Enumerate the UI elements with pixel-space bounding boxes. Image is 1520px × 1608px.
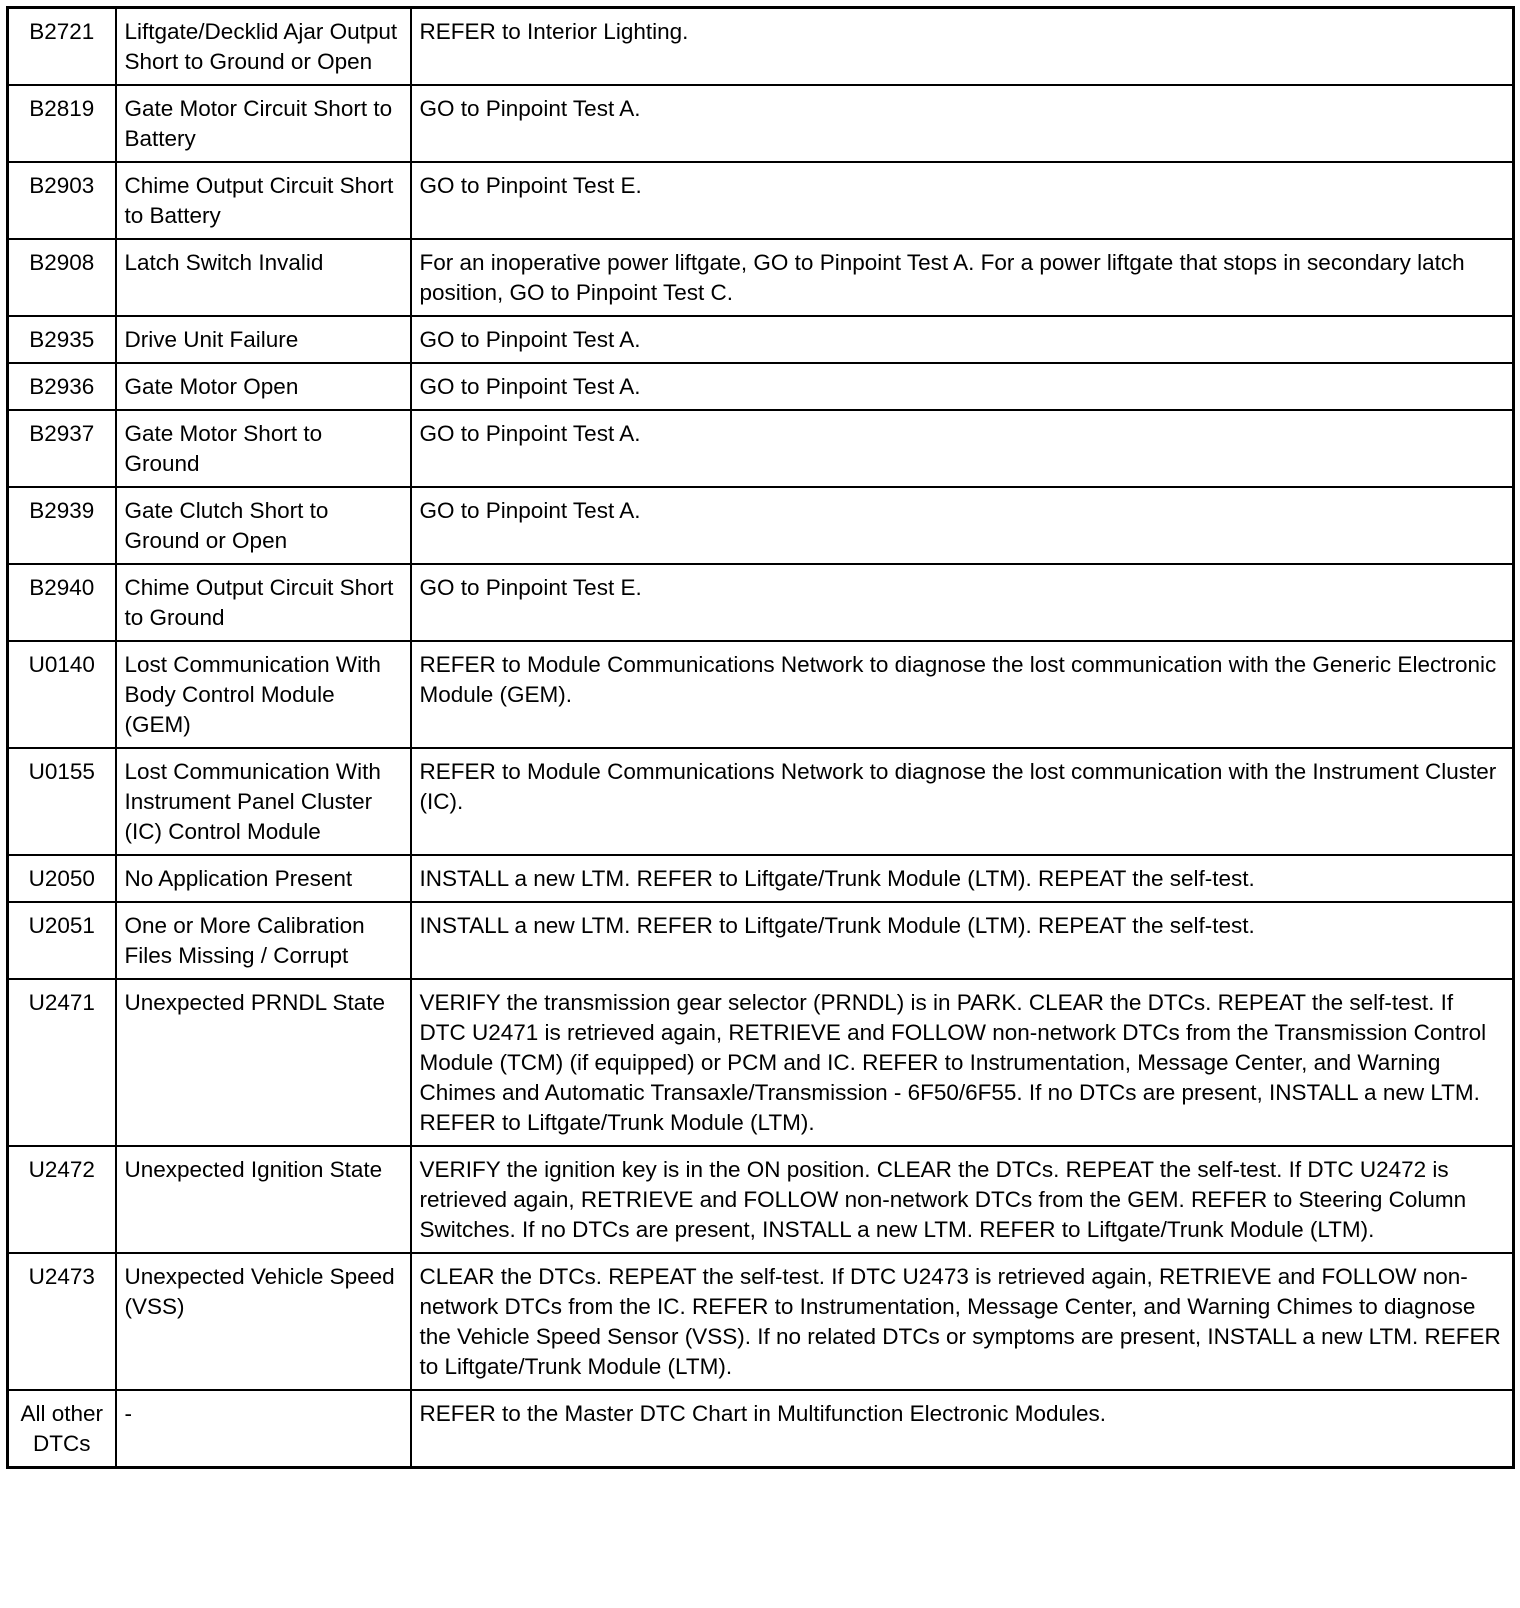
table-row [8,564,1514,641]
dtc-description: Gate Motor Short to Ground [116,410,411,487]
dtc-action: GO to Pinpoint Test E. [411,162,1514,239]
dtc-action: INSTALL a new LTM. REFER to Liftgate/Trunk Module (LTM). REPEAT the self-test. [411,855,1514,902]
dtc-description: - [116,1390,411,1468]
dtc-action: GO to Pinpoint Test E. [411,564,1514,641]
table-row [8,316,1514,363]
dtc-description: Liftgate/Decklid Ajar Output Short to Ground or Open [116,8,411,86]
dtc-action: GO to Pinpoint Test A. [411,487,1514,564]
dtc-code: U2472 [8,1146,116,1253]
dtc-description: Lost Communication With Body Control Module (GEM) [116,641,411,748]
table-row [8,1146,1514,1253]
dtc-description: One or More Calibration Files Missing / Corrupt [116,902,411,979]
table-row [8,641,1514,748]
table-row [8,85,1514,162]
table-row [8,902,1514,979]
dtc-code: B2903 [8,162,116,239]
dtc-code: B2819 [8,85,116,162]
dtc-description: Gate Clutch Short to Ground or Open [116,487,411,564]
dtc-code: B2908 [8,239,116,316]
dtc-action: VERIFY the ignition key is in the ON position. CLEAR the DTCs. REPEAT the self-test. If DTC U2472 is retrieved again, RETRIEVE and FOLLOW non-network DTCs from the GEM. REFER to Steering Column Switches. If no DTCs are present, INSTALL a new LTM. REFER to Liftgate/Trunk Module (LTM). [411,1146,1514,1253]
dtc-code: B2939 [8,487,116,564]
dtc-description: No Application Present [116,855,411,902]
dtc-code: B2935 [8,316,116,363]
table-row [8,162,1514,239]
dtc-description: Lost Communication With Instrument Panel Cluster (IC) Control Module [116,748,411,855]
dtc-code: U2050 [8,855,116,902]
dtc-code: B2721 [8,8,116,86]
dtc-action: CLEAR the DTCs. REPEAT the self-test. If DTC U2473 is retrieved again, RETRIEVE and FOLLOW non-network DTCs from the IC. REFER to Instrumentation, Message Center, and Warning Chimes to diagnose the Vehicle Speed Sensor (VSS). If no related DTCs or symptoms are present, INSTALL a new LTM. REFER to Liftgate/Trunk Module (LTM). [411,1253,1514,1390]
dtc-code: U2471 [8,979,116,1146]
dtc-action: GO to Pinpoint Test A. [411,363,1514,410]
dtc-action: REFER to Module Communications Network to diagnose the lost communication with the Generic Electronic Module (GEM). [411,641,1514,748]
dtc-action: REFER to the Master DTC Chart in Multifunction Electronic Modules. [411,1390,1514,1468]
dtc-code: U0140 [8,641,116,748]
dtc-code: U0155 [8,748,116,855]
dtc-action: REFER to Module Communications Network to diagnose the lost communication with the Instrument Cluster (IC). [411,748,1514,855]
table-row [8,748,1514,855]
dtc-description: Gate Motor Circuit Short to Battery [116,85,411,162]
dtc-code: B2937 [8,410,116,487]
table-row [8,855,1514,902]
dtc-action: For an inoperative power liftgate, GO to Pinpoint Test A. For a power liftgate that stops in secondary latch position, GO to Pinpoint Test C. [411,239,1514,316]
dtc-code: U2473 [8,1253,116,1390]
dtc-description: Unexpected Vehicle Speed (VSS) [116,1253,411,1390]
dtc-code: B2936 [8,363,116,410]
table-row [8,979,1514,1146]
dtc-action: VERIFY the transmission gear selector (PRNDL) is in PARK. CLEAR the DTCs. REPEAT the self-test. If DTC U2471 is retrieved again, RETRIEVE and FOLLOW non-network DTCs from the Transmission Control Module (TCM) (if equipped) or PCM and IC. REFER to Instrumentation, Message Center, and Warning Chimes and Automatic Transaxle/Transmission - 6F50/6F55. If no DTCs are present, INSTALL a new LTM. REFER to Liftgate/Trunk Module (LTM). [411,979,1514,1146]
dtc-description: Gate Motor Open [116,363,411,410]
table-row [8,1390,1514,1468]
document-page [6,6,1512,1469]
dtc-description: Latch Switch Invalid [116,239,411,316]
table-row [8,363,1514,410]
dtc-action: REFER to Interior Lighting. [411,8,1514,86]
dtc-description: Chime Output Circuit Short to Ground [116,564,411,641]
dtc-description: Drive Unit Failure [116,316,411,363]
dtc-code: All other DTCs [8,1390,116,1468]
dtc-description: Unexpected PRNDL State [116,979,411,1146]
dtc-code: B2940 [8,564,116,641]
dtc-code: U2051 [8,902,116,979]
table-row [8,1253,1514,1390]
table-row [8,239,1514,316]
dtc-action: INSTALL a new LTM. REFER to Liftgate/Trunk Module (LTM). REPEAT the self-test. [411,902,1514,979]
dtc-action: GO to Pinpoint Test A. [411,410,1514,487]
table-row [8,410,1514,487]
dtc-description: Unexpected Ignition State [116,1146,411,1253]
dtc-table [6,6,1515,1469]
dtc-description: Chime Output Circuit Short to Battery [116,162,411,239]
table-row [8,487,1514,564]
dtc-action: GO to Pinpoint Test A. [411,85,1514,162]
dtc-action: GO to Pinpoint Test A. [411,316,1514,363]
table-row [8,8,1514,86]
